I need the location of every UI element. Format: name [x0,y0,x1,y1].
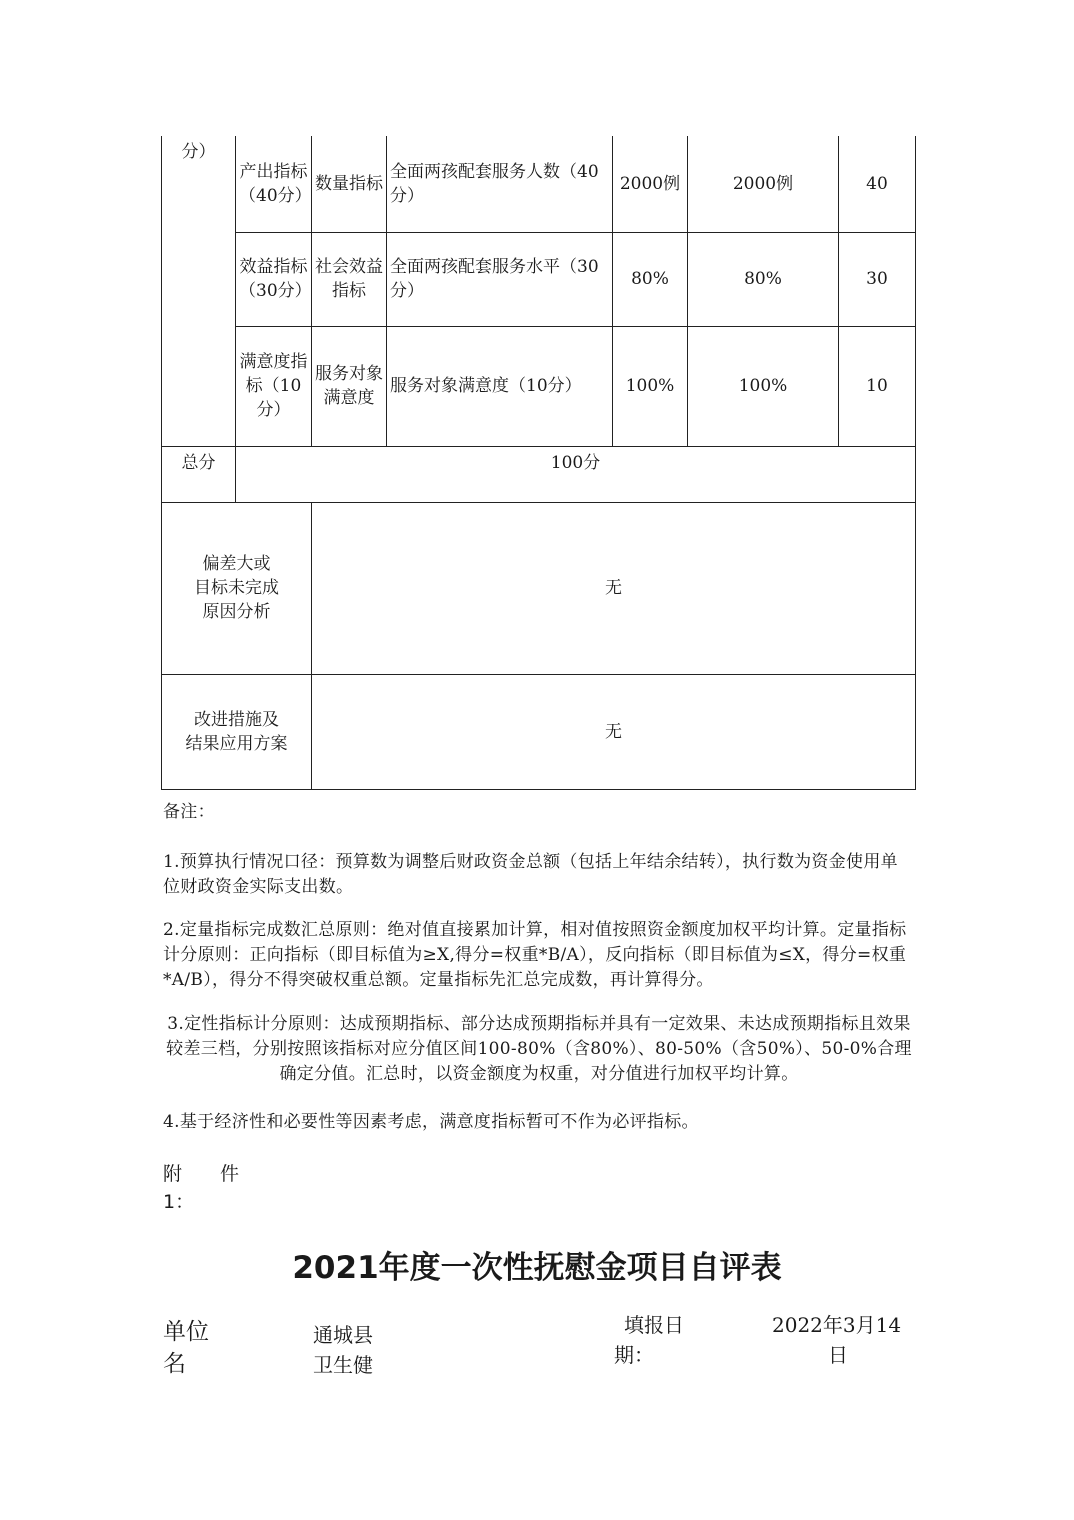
note-item-4: 4.基于经济性和必要性等因素考虑，满意度指标暂可不作为必评指标。 [163,1112,699,1132]
target-value-cell: 100% [613,326,688,446]
note-item-3: 3.定性指标计分原则：达成预期指标、部分达成预期指标并具有一定效果、未达成预期指标且效果较差三档，分别按照该指标对应分值区间100-80%（含80%）、80-50%（含50%）、50-0%合理确定分值。汇总时，以资金额度为权重，对分值进行加权平均计算。 [166,1014,912,1084]
total-label-cell: 总分 [162,446,236,502]
improve-label-line: 结果应用方案 [185,733,288,754]
level2-indicator-cell: 服务对象满意度 [312,326,387,446]
unit-value-line: 卫生健 [313,1353,373,1377]
unit-value-line: 通城县 [313,1323,373,1347]
score-cell: 30 [839,232,916,326]
annex-line: 1： [163,1191,195,1213]
level1-indicator-cell: 产出指标（40分） [236,136,312,232]
indicator-name-cell: 全面两孩配套服务水平（30分） [387,232,613,326]
deviation-label-cell [162,502,312,674]
target-value-cell: 80% [613,232,688,326]
deviation-value-cell: 无 [312,502,916,674]
level1-indicator-cell: 满意度指标（10分） [236,326,312,446]
target-value-cell: 2000例 [613,136,688,232]
improve-label-line: 改进措施及 [194,709,279,730]
indicator-name-cell: 全面两孩配套服务人数（40分） [387,136,613,232]
deviation-label-line: 目标未完成 [194,578,279,598]
date-value-line: 日 [828,1343,848,1367]
unit-label [163,1316,209,1380]
unit-value [313,1320,373,1380]
improve-label-cell [162,674,312,789]
actual-value-cell: 100% [688,326,839,446]
date-label [614,1310,684,1370]
indicator-name-cell: 服务对象满意度（10分） [387,326,613,446]
level2-indicator-cell: 社会效益指标 [312,232,387,326]
unit-label-line: 名 [163,1351,186,1377]
note-item-1: 1.预算执行情况口径：预算数为调整后财政资金总额（包括上年结余结转），执行数为资金使用单位财政资金实际支出数。 [163,852,898,897]
annex-label [163,1160,239,1216]
level2-indicator-cell: 数量指标 [312,136,387,232]
date-value-line: 2022年3月14 [772,1313,902,1337]
date-label-line: 填报日 [624,1313,684,1337]
actual-value-cell: 2000例 [688,136,839,232]
note-item-2: 2.定量指标完成数汇总原则：绝对值直接累加计算，相对值按照资金额度加权平均计算。定量指标计分原则：正向指标（即目标值为≥X,得分=权重*B/A），反向指标（即目标值为≤X，得分=权重*A/B），得分不得突破权重总额。定量指标先汇总完成数，再计算得分。 [163,920,907,990]
score-cell: 40 [839,136,916,232]
improve-value-cell: 无 [312,674,916,789]
unit-label-line: 单位 [163,1319,209,1345]
date-value [772,1310,901,1370]
annex-line: 附 件 [163,1163,240,1185]
actual-value-cell: 80% [688,232,839,326]
deviation-label-line: 原因分析 [202,602,271,622]
deviation-label-line: 偏差大或 [202,554,271,574]
self-evaluation-table [161,136,916,790]
category-cell: 分） [162,136,236,446]
date-label-line: 期： [614,1343,654,1367]
form-title: 2021年度一次性抚慰金项目自评表 [292,1250,782,1286]
score-cell: 10 [839,326,916,446]
total-value-cell: 100分 [236,446,916,502]
notes-heading: 备注： [163,802,215,822]
level1-indicator-cell: 效益指标（30分） [236,232,312,326]
